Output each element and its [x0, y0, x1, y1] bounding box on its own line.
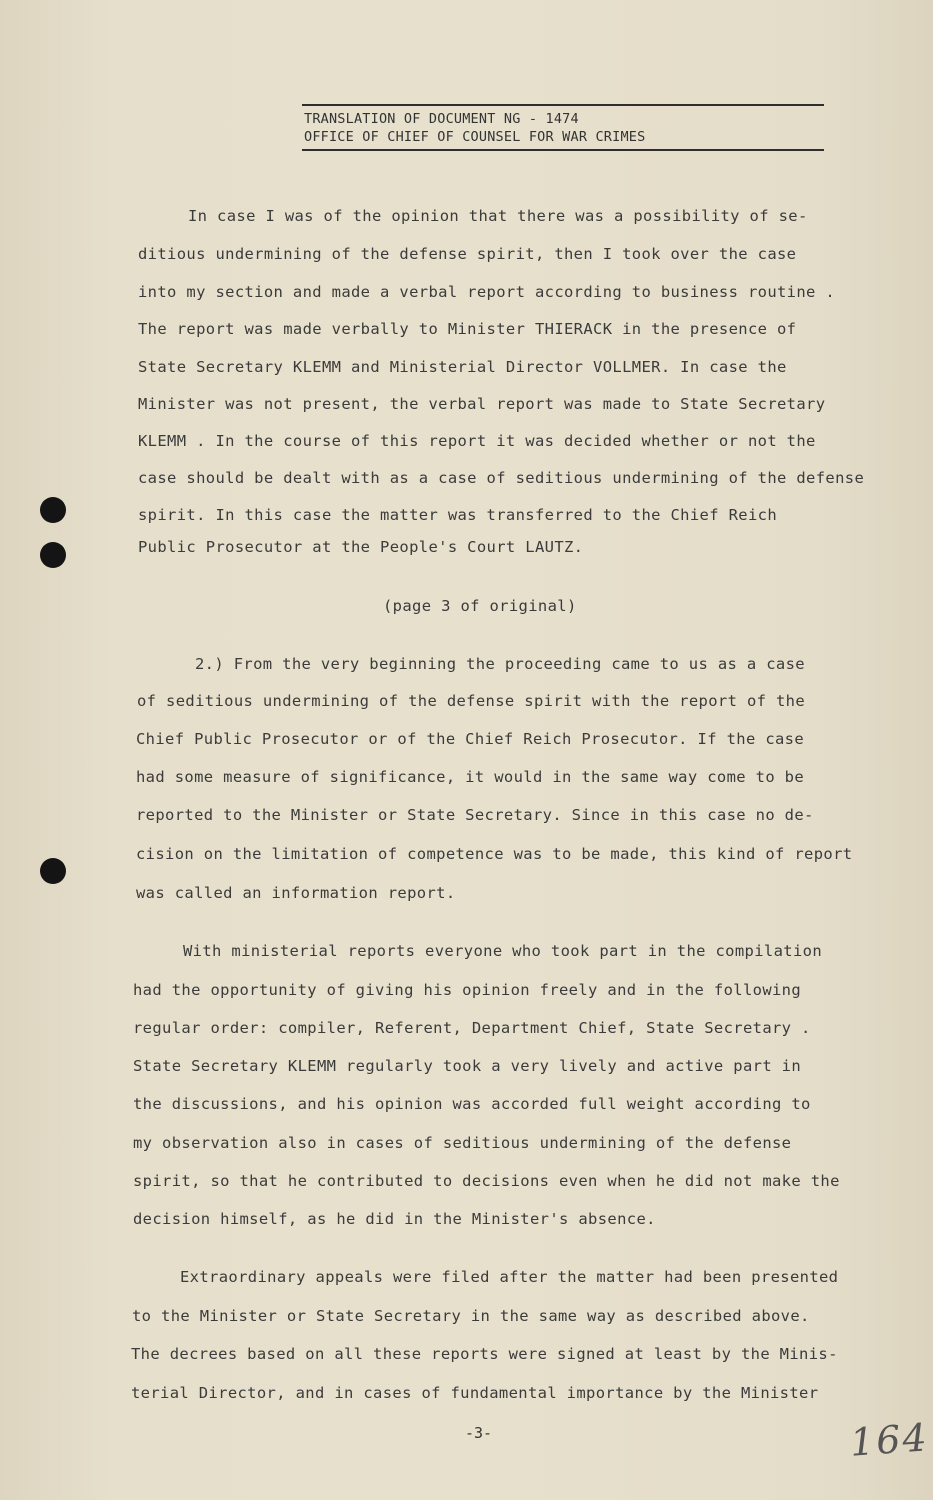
text-line: In case I was of the opinion that there was a possibility of se-: [188, 207, 808, 225]
text-line: had some measure of significance, it would in the same way come to be: [136, 768, 805, 786]
text-line: spirit. In this case the matter was transferred to the Chief Reich: [138, 506, 777, 524]
text-line: The decrees based on all these reports were signed at least by the Minis-: [131, 1345, 838, 1363]
text-line: Extraordinary appeals were filed after the matter had been presented: [180, 1268, 839, 1286]
text-line: Public Prosecutor at the People's Court LAUTZ.: [138, 538, 584, 556]
text-line: State Secretary KLEMM and Ministerial Director VOLLMER. In case the: [138, 358, 787, 376]
text-line: to the Minister or State Secretary in the same way as described above.: [132, 1307, 810, 1325]
text-line: The report was made verbally to Minister THIERACK in the presence of: [138, 320, 797, 338]
text-line: With ministerial reports everyone who took part in the compilation: [183, 942, 822, 960]
punch-hole-3: [40, 858, 66, 884]
punch-hole-2: [40, 542, 66, 568]
text-line: spirit, so that he contributed to decisions even when he did not make the: [133, 1172, 840, 1190]
text-line: decision himself, as he did in the Minister's absence.: [133, 1210, 656, 1228]
text-line: Minister was not present, the verbal report was made to State Secretary: [138, 395, 826, 413]
text-line: terial Director, and in cases of fundamental importance by the Minister: [131, 1384, 819, 1402]
punch-hole-1: [40, 497, 66, 523]
text-line: 2.) From the very beginning the proceeding came to us as a case: [195, 655, 805, 673]
text-line: reported to the Minister or State Secretary. Since in this case no de-: [136, 806, 814, 824]
text-line: of seditious undermining of the defense spirit with the report of the: [137, 692, 806, 710]
text-line: had the opportunity of giving his opinion freely and in the following: [133, 981, 802, 999]
text-line: case should be dealt with as a case of seditious undermining of the defense: [138, 469, 865, 487]
header-line-2: OFFICE OF CHIEF OF COUNSEL FOR WAR CRIMES: [304, 129, 646, 145]
text-line: State Secretary KLEMM regularly took a very lively and active part in: [133, 1057, 802, 1075]
text-line: regular order: compiler, Referent, Department Chief, State Secretary .: [133, 1019, 811, 1037]
page-note: (page 3 of original): [383, 597, 577, 615]
text-line: cision on the limitation of competence was to be made, this kind of report: [136, 845, 853, 863]
header-line-1: TRANSLATION OF DOCUMENT NG - 1474: [304, 111, 579, 127]
text-line: my observation also in cases of seditious undermining of the defense: [133, 1134, 792, 1152]
document-header: [302, 104, 824, 151]
handwritten-page-number: 164: [848, 1415, 930, 1465]
text-line: KLEMM . In the course of this report it was decided whether or not the: [138, 432, 816, 450]
text-line: the discussions, and his opinion was accorded full weight according to: [133, 1095, 811, 1113]
text-line: ditious undermining of the defense spirit, then I took over the case: [138, 245, 797, 263]
text-line: was called an information report.: [136, 884, 456, 902]
text-line: Chief Public Prosecutor or of the Chief Reich Prosecutor. If the case: [136, 730, 805, 748]
text-line: into my section and made a verbal report according to business routine .: [138, 283, 836, 301]
page-number: -3-: [465, 1424, 493, 1442]
